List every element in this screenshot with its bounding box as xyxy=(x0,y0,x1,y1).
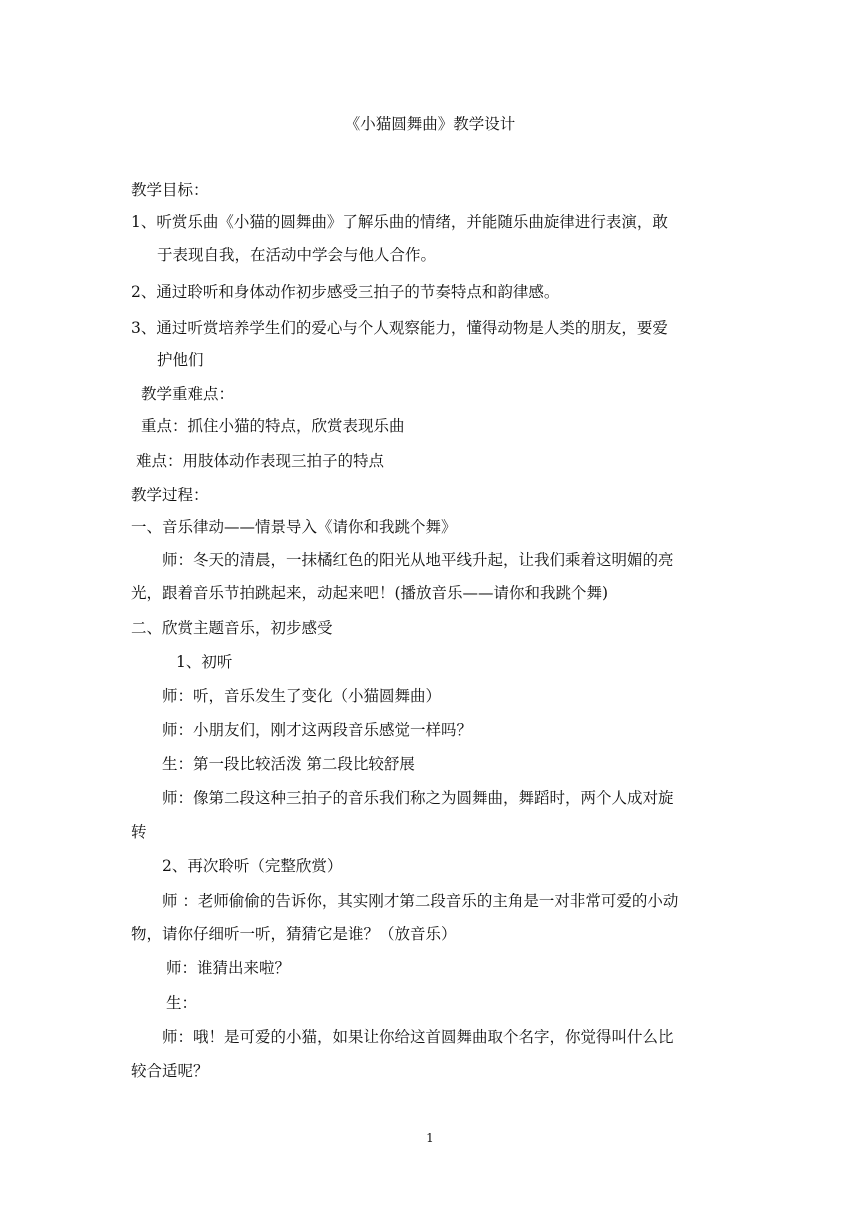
objective-2: 2、通过聆听和身体动作初步感受三拍子的节奏特点和韵律感。 xyxy=(131,283,560,301)
step-2: 2、再次聆听（完整欣赏） xyxy=(162,857,343,875)
objective-3-line-2: 护他们 xyxy=(157,351,204,369)
page-number: 1 xyxy=(426,1131,434,1145)
section-2-title: 二、欣赏主题音乐，初步感受 xyxy=(131,619,333,637)
objective-1-line-1: 1、听赏乐曲《小猫的圆舞曲》了解乐曲的情绪，并能随乐曲旋律进行表演，敢 xyxy=(131,213,668,231)
dialogue-line: 师：哦！是可爱的小猫，如果让你给这首圆舞曲取个名字，你觉得叫什么比 xyxy=(162,1028,674,1046)
dialogue-line: 较合适呢？ xyxy=(131,1062,209,1080)
dialogue-line: 师：听，音乐发生了变化（小猫圆舞曲） xyxy=(162,687,442,705)
key-point-focus: 重点：抓住小猫的特点，欣赏表现乐曲 xyxy=(141,417,405,435)
dialogue-line: 生：第一段比较活泼 第二段比较舒展 xyxy=(162,755,415,773)
objective-1-line-2: 于表现自我，在活动中学会与他人合作。 xyxy=(157,246,437,264)
process-heading: 教学过程： xyxy=(131,486,209,504)
section-1-title: 一、音乐律动——情景导入《请你和我跳个舞》 xyxy=(131,518,457,536)
dialogue-line: 物，请你仔细听一听，猜猜它是谁？（放音乐） xyxy=(131,925,457,943)
key-points-heading: 教学重难点： xyxy=(141,385,235,403)
dialogue-line: 转 xyxy=(131,823,147,841)
section-1-para-line-2: 光，跟着音乐节拍跳起来，动起来吧！(播放音乐——请你和我跳个舞) xyxy=(131,584,609,602)
step-1: 1、初听 xyxy=(176,653,233,671)
dialogue-line: 师：谁猜出来啦？ xyxy=(166,959,291,977)
dialogue-line: 师：小朋友们，刚才这两段音乐感觉一样吗？ xyxy=(162,721,473,739)
objective-3-line-1: 3、通过听赏培养学生们的爱心与个人观察能力，懂得动物是人类的朋友，要爱 xyxy=(131,319,668,337)
objectives-heading: 教学目标： xyxy=(131,181,209,199)
dialogue-line: 师：像第二段这种三拍子的音乐我们称之为圆舞曲，舞蹈时，两个人成对旋 xyxy=(162,789,674,807)
dialogue-line: 师 ：老师偷偷的告诉你，其实刚才第二段音乐的主角是一对非常可爱的小动 xyxy=(162,892,679,910)
key-point-difficulty: 难点：用肢体动作表现三拍子的特点 xyxy=(136,452,385,470)
dialogue-line: 生： xyxy=(166,994,198,1012)
section-1-para-line-1: 师：冬天的清晨，一抹橘红色的阳光从地平线升起，让我们乘着这明媚的亮 xyxy=(162,551,674,569)
page-title: 《小猫圆舞曲》教学设计 xyxy=(344,115,516,133)
